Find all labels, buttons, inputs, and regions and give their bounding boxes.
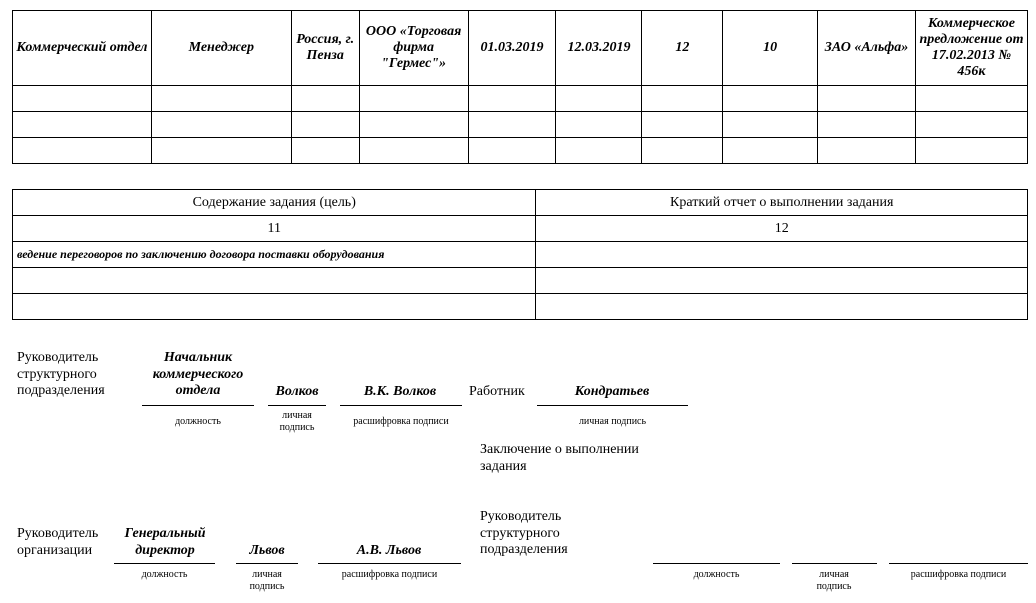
table-row [13,112,1028,138]
signature-line [114,563,215,564]
task-text: ведение переговоров по заключению договора поставки оборудования [13,242,536,268]
org-head-full-name: А.В. Львов [356,543,422,558]
days-excluding-travel-cell: 10 [723,11,818,86]
signature-line [537,405,688,406]
position-cell: Менеджер [151,11,291,86]
caption-personal-signature: личная подпись [279,410,315,433]
destination-cell: Россия, г. Пенза [291,11,359,86]
task-content-header: Содержание задания (цель) [13,190,536,216]
table-row [13,294,1028,320]
unit-head-2-label: Руководитель структурного подразделения [480,509,568,557]
signature-line [653,563,780,564]
worker-label: Работник [469,384,525,399]
caption-position: должность [141,569,188,580]
task-report-header: Краткий отчет о выполнении задания [536,190,1028,216]
conclusion-label: Заключение о выполнении задания [480,442,639,474]
assignment-details-table [12,10,1028,164]
caption-signature-decoding: расшифровка подписи [353,416,449,427]
details-header-row [13,11,1028,86]
organization-cell: ООО «Торговая фирма "Гермес"» [359,11,468,86]
caption-position: должность [175,416,221,427]
signature-line [340,405,462,406]
department-cell: Коммерческий отдел [13,11,152,86]
worker-signature: Кондратьев [574,384,650,399]
start-date-cell: 01.03.2019 [468,11,556,86]
unit-head-label: Руководитель структурного подразделения [17,350,105,398]
funding-cell: ЗАО «Альфа» [818,11,916,86]
signature-line [318,563,461,564]
unit-head-signature: Волков [275,384,319,399]
signature-line [142,405,254,406]
signature-line [236,563,298,564]
caption-signature-decoding: расшифровка подписи [910,569,1007,580]
column-number-12: 12 [536,216,1028,242]
unit-head-position: Начальник коммерческого отдела [152,350,244,398]
org-head-position: Генеральный директор [124,526,206,558]
end-date-cell: 12.03.2019 [556,11,642,86]
signature-line [889,563,1028,564]
table-row [13,138,1028,164]
caption-signature-decoding: расшифровка подписи [341,569,438,580]
signature-line [268,405,326,406]
column-number-11: 11 [13,216,536,242]
task-number-row [13,216,1028,242]
task-header-row [13,190,1028,216]
caption-personal-signature: личная подпись [816,569,852,592]
org-head-signature: Львов [249,543,285,558]
table-row [13,86,1028,112]
days-cell: 12 [642,11,723,86]
table-row [13,268,1028,294]
table-row [13,242,1028,268]
caption-personal-signature: личная подпись [578,416,647,427]
signature-line [792,563,877,564]
unit-head-full-name: В.К. Волков [363,384,437,399]
caption-position: должность [693,569,740,580]
caption-personal-signature: личная подпись [249,569,285,592]
basis-cell: Коммерческое предложение от 17.02.2013 № 456к [915,11,1027,86]
org-head-label: Руководитель организации [17,526,99,558]
task-table [12,189,1028,320]
